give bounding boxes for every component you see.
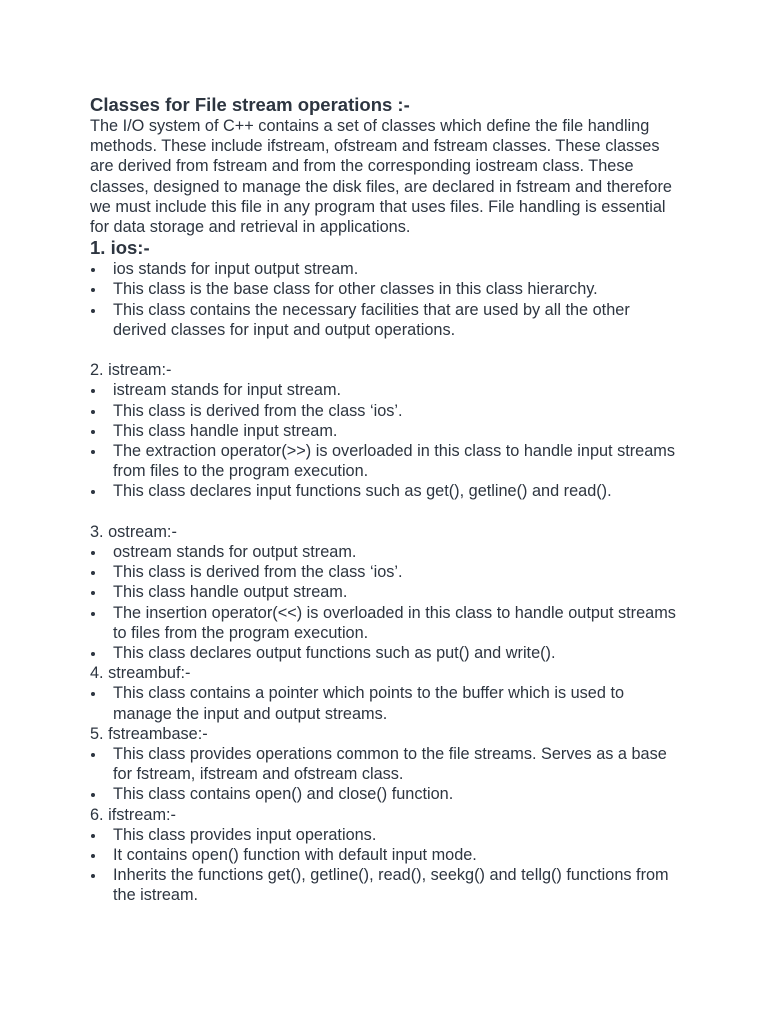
bullet-list-ifstream xyxy=(90,825,680,906)
section-ios xyxy=(90,237,680,340)
list-item: This class is the base class for other classes in this class hierarchy. xyxy=(90,279,680,299)
bullet-list-streambuf xyxy=(90,683,680,723)
section-title-istream: 2. istream:- xyxy=(90,361,172,380)
section-istream xyxy=(90,360,680,501)
list-item: This class is derived from the class ‘ios’. xyxy=(90,401,680,421)
list-item: This class handle output stream. xyxy=(90,582,680,602)
section-title-streambuf: 4. streambuf:- xyxy=(90,664,191,683)
intro-paragraph: The I/O system of C++ contains a set of classes which define the file handling methods. These include ifstream, ofstream and fstream classes. These classes are derived from fstream and from the corresponding iostream class. These classes, designed to manage the disk files, are declared in fstream and therefore we must include this file in any program that uses files. File handling is essential for data storage and retrieval in applications. xyxy=(90,117,672,237)
section-fstreambase xyxy=(90,724,680,805)
document-title: Classes for File stream operations :- xyxy=(90,94,410,115)
bullet-list-istream xyxy=(90,380,680,501)
bullet-list-ostream xyxy=(90,542,680,663)
list-item: ios stands for input output stream. xyxy=(90,259,680,279)
list-item: This class is derived from the class ‘ios’. xyxy=(90,562,680,582)
section-title-fstreambase: 5. fstreambase:- xyxy=(90,724,208,743)
list-item: This class declares output functions such as put() and write(). xyxy=(90,643,680,663)
document-page xyxy=(90,94,680,906)
list-item: This class declares input functions such as get(), getline() and read(). xyxy=(90,481,680,501)
section-title-ifstream: 6. ifstream:- xyxy=(90,805,176,824)
section-ifstream xyxy=(90,805,680,906)
list-item: This class contains a pointer which points to the buffer which is used to manage the input and output streams. xyxy=(90,683,680,723)
section-streambuf xyxy=(90,663,680,724)
list-item: This class contains open() and close() function. xyxy=(90,784,680,804)
list-item: This class contains the necessary facilities that are used by all the other derived classes for input and output operations. xyxy=(90,300,680,340)
blank-line xyxy=(90,502,680,522)
list-item: It contains open() function with default input mode. xyxy=(90,845,680,865)
list-item: The extraction operator(>>) is overloaded in this class to handle input streams from files to the program execution. xyxy=(90,441,680,481)
list-item: The insertion operator(<<) is overloaded in this class to handle output streams to files from the program execution. xyxy=(90,603,680,643)
section-ostream xyxy=(90,522,680,663)
list-item: Inherits the functions get(), getline(), read(), seekg() and tellg() functions from the istream. xyxy=(90,865,680,905)
bullet-list-ios xyxy=(90,259,680,340)
section-title-ios: 1. ios:- xyxy=(90,237,150,259)
list-item: This class provides operations common to the file streams. Serves as a base for fstream, ifstream and ofstream class. xyxy=(90,744,680,784)
section-title-ostream: 3. ostream:- xyxy=(90,522,177,541)
list-item: This class provides input operations. xyxy=(90,825,680,845)
list-item: istream stands for input stream. xyxy=(90,380,680,400)
list-item: ostream stands for output stream. xyxy=(90,542,680,562)
bullet-list-fstreambase xyxy=(90,744,680,805)
list-item: This class handle input stream. xyxy=(90,421,680,441)
blank-line xyxy=(90,340,680,360)
